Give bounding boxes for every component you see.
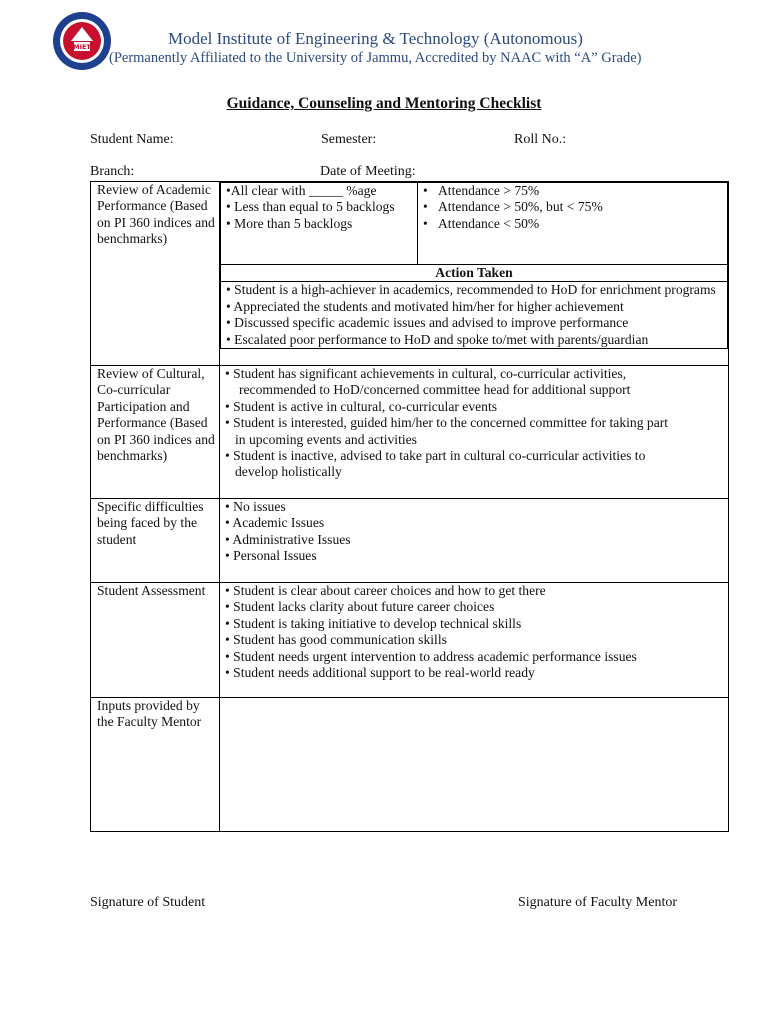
list-item: • Personal Issues: [225, 548, 317, 564]
roll-no-field: Roll No.:: [514, 132, 567, 147]
list-item: • Student is a high-achiever in academics, recommended to HoD for enrichment programs: [226, 282, 716, 298]
inputs-label: Inputs provided by the Faculty Mentor: [91, 698, 220, 832]
list-item: •All clear with _____ %age: [226, 183, 377, 198]
list-item: • Discussed specific academic issues and advised to improve performance: [226, 315, 629, 331]
row-academic-performance: [91, 182, 729, 366]
institute-affiliation: (Permanently Affiliated to the University of Jammu, Accredited by NAAC with “A” Grade): [109, 50, 642, 66]
assessment-label: Student Assessment: [91, 583, 220, 698]
list-item: • Less than equal to 5 backlogs: [226, 199, 395, 215]
semester-field: Semester:: [321, 132, 377, 147]
logo-text: MIET: [73, 43, 91, 51]
mentor-signature-label: Signature of Faculty Mentor: [518, 895, 678, 910]
list-item: • Student lacks clarity about future career choices: [225, 599, 495, 615]
list-item: • Attendance < 50%: [423, 215, 540, 231]
institute-logo-seal: [52, 11, 112, 71]
institute-name: Model Institute of Engineering & Technology (Autonomous): [168, 29, 583, 48]
backlog-options: [221, 183, 418, 265]
action-taken-heading: Action Taken: [221, 265, 728, 282]
row-specific-difficulties: [91, 499, 729, 583]
row-cultural-participation: [91, 366, 729, 499]
checklist-table: [90, 181, 729, 832]
branch-field: Branch:: [90, 164, 135, 179]
academic-label: Review of Academic Performance (Based on PI 360 indices and benchmarks): [91, 182, 220, 366]
list-item: • Student is clear about career choices and how to get there: [225, 583, 546, 598]
list-item: • Administrative Issues: [225, 531, 351, 547]
list-item: • Academic Issues: [225, 515, 325, 531]
row-mentor-inputs: [91, 698, 729, 832]
list-item: • Student needs additional support to be real-world ready: [225, 665, 535, 681]
student-signature-label: Signature of Student: [90, 895, 206, 910]
list-item: • Student has good communication skills: [225, 632, 447, 648]
list-item: • Student is active in cultural, co-curricular events: [225, 398, 498, 414]
list-item: • Student is interested, guided him/her to the concerned committee for taking part in upcoming events and activities: [225, 415, 669, 447]
list-item: • Student is taking initiative to develop technical skills: [225, 615, 522, 631]
list-item: • Attendance > 50%, but < 75%: [423, 199, 603, 215]
list-item: • Attendance > 75%: [423, 183, 540, 198]
mentor-inputs-field[interactable]: [220, 698, 729, 832]
list-item: • Appreciated the students and motivated him/her for higher achievement: [226, 298, 624, 314]
date-of-meeting-field: Date of Meeting:: [320, 164, 416, 179]
academic-status-grid: [220, 182, 728, 349]
student-name-field: Student Name:: [90, 132, 174, 147]
list-item: • More than 5 backlogs: [226, 215, 353, 231]
attendance-options: [418, 183, 728, 265]
list-item: • Student is inactive, advised to take part in cultural co-curricular activities to develop holistically: [225, 448, 646, 480]
cultural-label: Review of Cultural, Co-curricular Participation and Performance (Based on PI 360 indices and benchmarks): [91, 366, 220, 499]
row-student-assessment: [91, 583, 729, 698]
list-item: • Student needs urgent intervention to address academic performance issues: [225, 648, 637, 664]
list-item: • Student has significant achievements in cultural, co-curricular activities, recommended to HoD/concerned committee head for additional support: [225, 366, 631, 398]
difficulties-label: Specific difficulties being faced by the student: [91, 499, 220, 583]
list-item: • Escalated poor performance to HoD and spoke to/met with parents/guardian: [226, 331, 649, 347]
page-title: Guidance, Counseling and Mentoring Checklist: [226, 95, 542, 112]
list-item: • No issues: [225, 499, 286, 514]
